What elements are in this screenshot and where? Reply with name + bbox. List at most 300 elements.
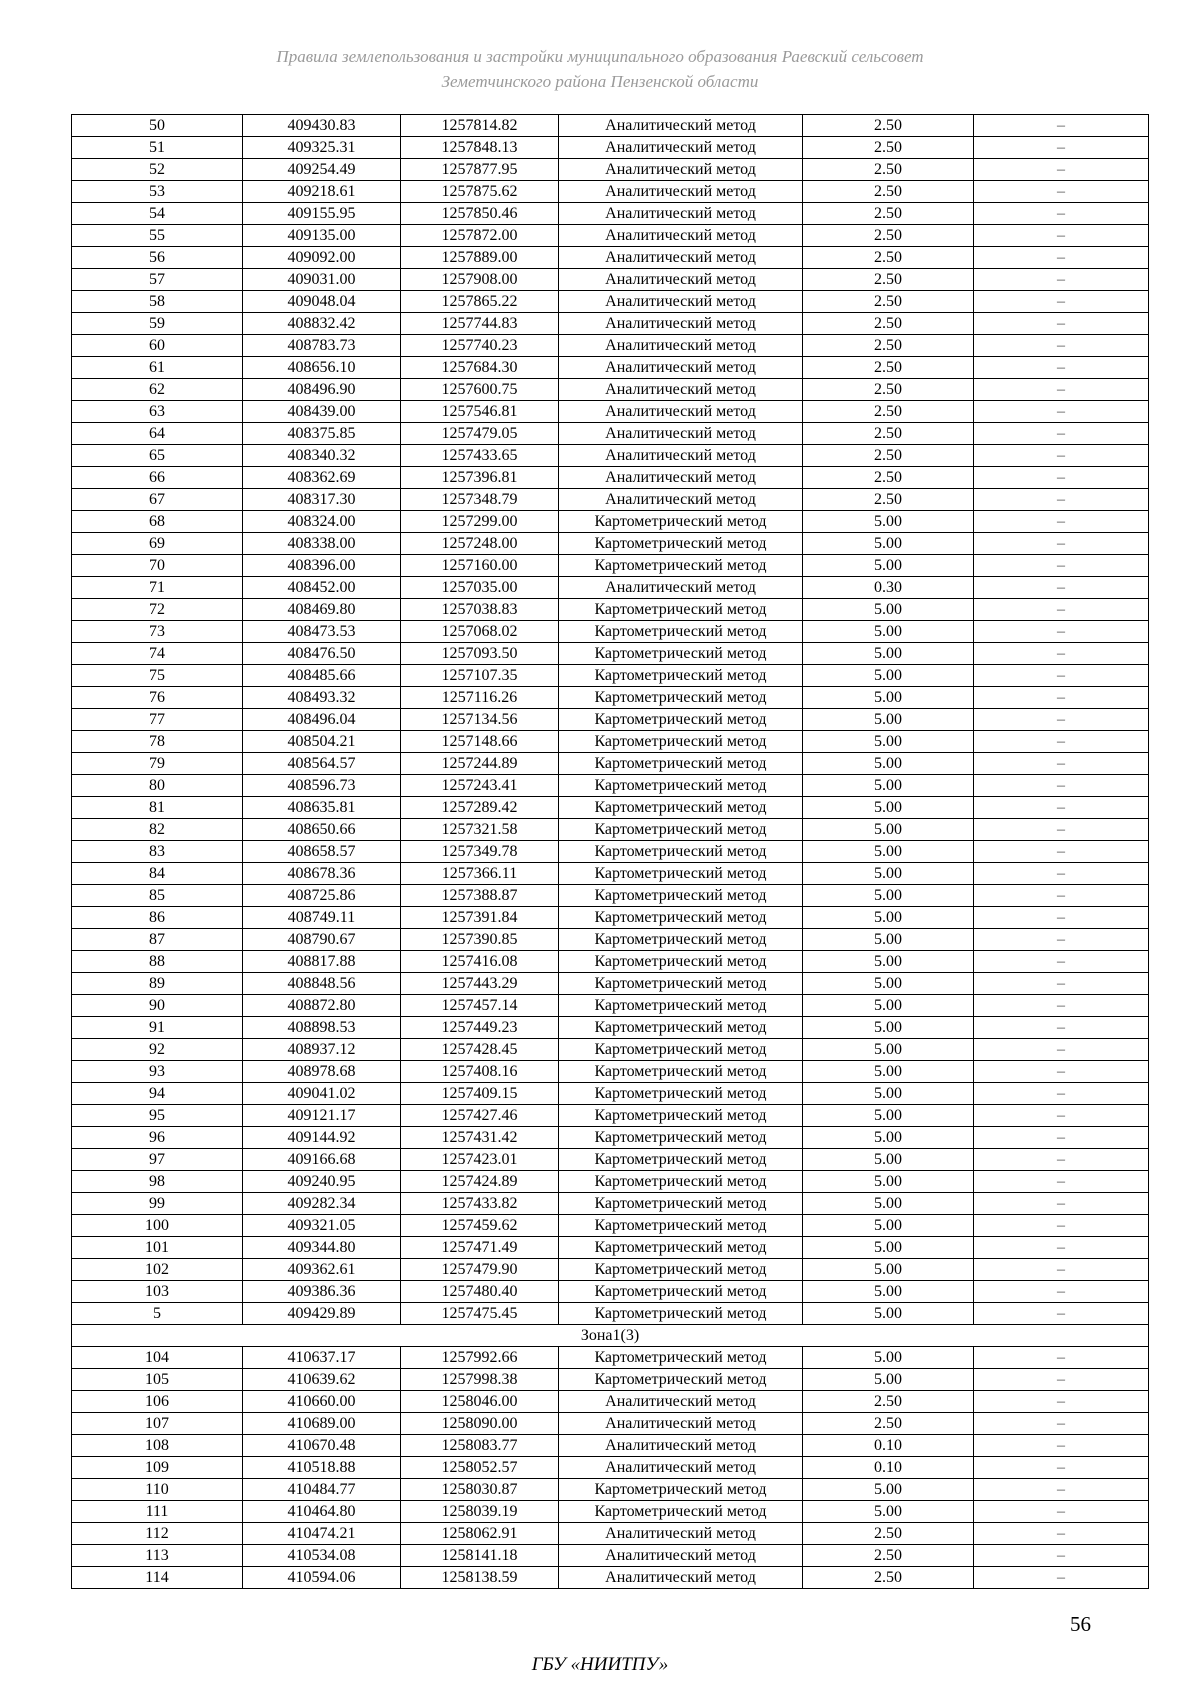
point-number-cell: 59 <box>72 313 243 335</box>
method-cell: Картометрический метод <box>559 1149 803 1171</box>
method-cell: Картометрический метод <box>559 643 803 665</box>
coordinates-table <box>71 114 1149 1589</box>
running-header-line-2: Земетчинского района Пензенской области <box>441 72 759 91</box>
y-coordinate-cell: 1258039.19 <box>401 1501 559 1523</box>
note-cell: – <box>974 489 1149 511</box>
point-number-cell: 88 <box>72 951 243 973</box>
point-number-cell: 72 <box>72 599 243 621</box>
method-cell: Аналитический метод <box>559 423 803 445</box>
note-cell: – <box>974 973 1149 995</box>
y-coordinate-cell: 1257877.95 <box>401 159 559 181</box>
note-cell: – <box>974 181 1149 203</box>
method-cell: Картометрический метод <box>559 533 803 555</box>
point-number-cell: 56 <box>72 247 243 269</box>
table-row <box>72 1193 1149 1215</box>
note-cell: – <box>974 1215 1149 1237</box>
point-number-cell: 83 <box>72 841 243 863</box>
table-row <box>72 1171 1149 1193</box>
note-cell: – <box>974 467 1149 489</box>
point-number-cell: 114 <box>72 1567 243 1589</box>
point-number-cell: 87 <box>72 929 243 951</box>
x-coordinate-cell: 408375.85 <box>243 423 401 445</box>
accuracy-cell: 2.50 <box>803 445 974 467</box>
method-cell: Аналитический метод <box>559 181 803 203</box>
note-cell: – <box>974 819 1149 841</box>
accuracy-cell: 5.00 <box>803 1149 974 1171</box>
method-cell: Аналитический метод <box>559 445 803 467</box>
x-coordinate-cell: 410518.88 <box>243 1457 401 1479</box>
table-row <box>72 1083 1149 1105</box>
method-cell: Картометрический метод <box>559 621 803 643</box>
x-coordinate-cell: 409362.61 <box>243 1259 401 1281</box>
table-row <box>72 357 1149 379</box>
table-row <box>72 313 1149 335</box>
x-coordinate-cell: 410534.08 <box>243 1545 401 1567</box>
point-number-cell: 60 <box>72 335 243 357</box>
table-row <box>72 1347 1149 1369</box>
x-coordinate-cell: 409344.80 <box>243 1237 401 1259</box>
table-row <box>72 1281 1149 1303</box>
point-number-cell: 93 <box>72 1061 243 1083</box>
x-coordinate-cell: 408439.00 <box>243 401 401 423</box>
note-cell: – <box>974 841 1149 863</box>
method-cell: Аналитический метод <box>559 1545 803 1567</box>
x-coordinate-cell: 409155.95 <box>243 203 401 225</box>
point-number-cell: 54 <box>72 203 243 225</box>
note-cell: – <box>974 1545 1149 1567</box>
table-row <box>72 225 1149 247</box>
point-number-cell: 109 <box>72 1457 243 1479</box>
x-coordinate-cell: 409135.00 <box>243 225 401 247</box>
point-number-cell: 75 <box>72 665 243 687</box>
y-coordinate-cell: 1258090.00 <box>401 1413 559 1435</box>
accuracy-cell: 5.00 <box>803 863 974 885</box>
method-cell: Картометрический метод <box>559 1083 803 1105</box>
note-cell: – <box>974 577 1149 599</box>
page-footer: ГБУ «НИИТПУ» <box>531 1654 669 1675</box>
accuracy-cell: 5.00 <box>803 621 974 643</box>
running-header <box>0 44 1200 94</box>
method-cell: Аналитический метод <box>559 159 803 181</box>
y-coordinate-cell: 1257865.22 <box>401 291 559 313</box>
y-coordinate-cell: 1257289.42 <box>401 797 559 819</box>
method-cell: Аналитический метод <box>559 137 803 159</box>
y-coordinate-cell: 1257424.89 <box>401 1171 559 1193</box>
point-number-cell: 105 <box>72 1369 243 1391</box>
method-cell: Картометрический метод <box>559 555 803 577</box>
note-cell: – <box>974 1237 1149 1259</box>
table-row <box>72 489 1149 511</box>
method-cell: Аналитический метод <box>559 1391 803 1413</box>
accuracy-cell: 2.50 <box>803 181 974 203</box>
accuracy-cell: 2.50 <box>803 401 974 423</box>
point-number-cell: 79 <box>72 753 243 775</box>
point-number-cell: 100 <box>72 1215 243 1237</box>
note-cell: – <box>974 357 1149 379</box>
accuracy-cell: 5.00 <box>803 973 974 995</box>
y-coordinate-cell: 1257349.78 <box>401 841 559 863</box>
note-cell: – <box>974 247 1149 269</box>
accuracy-cell: 5.00 <box>803 687 974 709</box>
x-coordinate-cell: 408790.67 <box>243 929 401 951</box>
method-cell: Картометрический метод <box>559 687 803 709</box>
y-coordinate-cell: 1257457.14 <box>401 995 559 1017</box>
point-number-cell: 66 <box>72 467 243 489</box>
method-cell: Аналитический метод <box>559 1567 803 1589</box>
accuracy-cell: 5.00 <box>803 1017 974 1039</box>
x-coordinate-cell: 408650.66 <box>243 819 401 841</box>
method-cell: Картометрический метод <box>559 665 803 687</box>
note-cell: – <box>974 1391 1149 1413</box>
y-coordinate-cell: 1257872.00 <box>401 225 559 247</box>
accuracy-cell: 5.00 <box>803 1127 974 1149</box>
x-coordinate-cell: 409218.61 <box>243 181 401 203</box>
x-coordinate-cell: 410464.80 <box>243 1501 401 1523</box>
y-coordinate-cell: 1257390.85 <box>401 929 559 951</box>
table-row <box>72 1061 1149 1083</box>
y-coordinate-cell: 1257431.42 <box>401 1127 559 1149</box>
method-cell: Аналитический метод <box>559 335 803 357</box>
x-coordinate-cell: 408937.12 <box>243 1039 401 1061</box>
note-cell: – <box>974 555 1149 577</box>
method-cell: Аналитический метод <box>559 489 803 511</box>
note-cell: – <box>974 731 1149 753</box>
point-number-cell: 91 <box>72 1017 243 1039</box>
point-number-cell: 61 <box>72 357 243 379</box>
point-number-cell: 58 <box>72 291 243 313</box>
note-cell: – <box>974 1149 1149 1171</box>
method-cell: Картометрический метод <box>559 775 803 797</box>
note-cell: – <box>974 1127 1149 1149</box>
y-coordinate-cell: 1257427.46 <box>401 1105 559 1127</box>
y-coordinate-cell: 1257348.79 <box>401 489 559 511</box>
accuracy-cell: 2.50 <box>803 335 974 357</box>
table-row <box>72 1105 1149 1127</box>
table-row <box>72 1149 1149 1171</box>
zone-label: Зона1(3) <box>72 1325 1149 1347</box>
point-number-cell: 95 <box>72 1105 243 1127</box>
method-cell: Картометрический метод <box>559 709 803 731</box>
y-coordinate-cell: 1257107.35 <box>401 665 559 687</box>
table-row <box>72 885 1149 907</box>
table-row <box>72 775 1149 797</box>
table-row <box>72 951 1149 973</box>
x-coordinate-cell: 408564.57 <box>243 753 401 775</box>
x-coordinate-cell: 408832.42 <box>243 313 401 335</box>
accuracy-cell: 2.50 <box>803 379 974 401</box>
y-coordinate-cell: 1258030.87 <box>401 1479 559 1501</box>
y-coordinate-cell: 1257479.05 <box>401 423 559 445</box>
accuracy-cell: 5.00 <box>803 599 974 621</box>
accuracy-cell: 2.50 <box>803 291 974 313</box>
accuracy-cell: 5.00 <box>803 1303 974 1325</box>
accuracy-cell: 2.50 <box>803 137 974 159</box>
note-cell: – <box>974 995 1149 1017</box>
accuracy-cell: 2.50 <box>803 1523 974 1545</box>
accuracy-cell: 5.00 <box>803 1501 974 1523</box>
table-row <box>72 247 1149 269</box>
accuracy-cell: 0.10 <box>803 1435 974 1457</box>
x-coordinate-cell: 410637.17 <box>243 1347 401 1369</box>
table-row <box>72 621 1149 643</box>
accuracy-cell: 5.00 <box>803 1215 974 1237</box>
point-number-cell: 98 <box>72 1171 243 1193</box>
note-cell: – <box>974 907 1149 929</box>
note-cell: – <box>974 1413 1149 1435</box>
point-number-cell: 108 <box>72 1435 243 1457</box>
method-cell: Картометрический метод <box>559 511 803 533</box>
method-cell: Аналитический метод <box>559 1413 803 1435</box>
point-number-cell: 78 <box>72 731 243 753</box>
table-row <box>72 203 1149 225</box>
x-coordinate-cell: 408848.56 <box>243 973 401 995</box>
table-row <box>72 467 1149 489</box>
y-coordinate-cell: 1257744.83 <box>401 313 559 335</box>
accuracy-cell: 2.50 <box>803 159 974 181</box>
note-cell: – <box>974 929 1149 951</box>
y-coordinate-cell: 1258141.18 <box>401 1545 559 1567</box>
accuracy-cell: 2.50 <box>803 1391 974 1413</box>
point-number-cell: 94 <box>72 1083 243 1105</box>
method-cell: Картометрический метод <box>559 1237 803 1259</box>
table-row <box>72 1567 1149 1589</box>
table-row <box>72 973 1149 995</box>
accuracy-cell: 5.00 <box>803 1347 974 1369</box>
method-cell: Картометрический метод <box>559 907 803 929</box>
note-cell: – <box>974 1083 1149 1105</box>
y-coordinate-cell: 1257068.02 <box>401 621 559 643</box>
point-number-cell: 62 <box>72 379 243 401</box>
note-cell: – <box>974 269 1149 291</box>
table-row <box>72 291 1149 313</box>
accuracy-cell: 2.50 <box>803 1413 974 1435</box>
point-number-cell: 101 <box>72 1237 243 1259</box>
point-number-cell: 103 <box>72 1281 243 1303</box>
note-cell: – <box>974 1259 1149 1281</box>
y-coordinate-cell: 1257443.29 <box>401 973 559 995</box>
y-coordinate-cell: 1257459.62 <box>401 1215 559 1237</box>
table-row <box>72 863 1149 885</box>
note-cell: – <box>974 775 1149 797</box>
point-number-cell: 71 <box>72 577 243 599</box>
table-row <box>72 1523 1149 1545</box>
note-cell: – <box>974 1567 1149 1589</box>
y-coordinate-cell: 1257243.41 <box>401 775 559 797</box>
method-cell: Картометрический метод <box>559 1039 803 1061</box>
table-row <box>72 511 1149 533</box>
note-cell: – <box>974 1039 1149 1061</box>
note-cell: – <box>974 1171 1149 1193</box>
x-coordinate-cell: 409041.02 <box>243 1083 401 1105</box>
point-number-cell: 104 <box>72 1347 243 1369</box>
accuracy-cell: 2.50 <box>803 313 974 335</box>
y-coordinate-cell: 1258138.59 <box>401 1567 559 1589</box>
y-coordinate-cell: 1257416.08 <box>401 951 559 973</box>
accuracy-cell: 5.00 <box>803 1061 974 1083</box>
note-cell: – <box>974 1347 1149 1369</box>
note-cell: – <box>974 1193 1149 1215</box>
note-cell: – <box>974 885 1149 907</box>
y-coordinate-cell: 1258062.91 <box>401 1523 559 1545</box>
point-number-cell: 70 <box>72 555 243 577</box>
x-coordinate-cell: 408476.50 <box>243 643 401 665</box>
x-coordinate-cell: 408338.00 <box>243 533 401 555</box>
method-cell: Картометрический метод <box>559 863 803 885</box>
accuracy-cell: 2.50 <box>803 225 974 247</box>
x-coordinate-cell: 409254.49 <box>243 159 401 181</box>
table-row <box>72 269 1149 291</box>
point-number-cell: 64 <box>72 423 243 445</box>
y-coordinate-cell: 1257998.38 <box>401 1369 559 1391</box>
point-number-cell: 112 <box>72 1523 243 1545</box>
method-cell: Аналитический метод <box>559 379 803 401</box>
method-cell: Картометрический метод <box>559 753 803 775</box>
method-cell: Картометрический метод <box>559 841 803 863</box>
table-row <box>72 599 1149 621</box>
method-cell: Картометрический метод <box>559 731 803 753</box>
y-coordinate-cell: 1257889.00 <box>401 247 559 269</box>
y-coordinate-cell: 1257875.62 <box>401 181 559 203</box>
note-cell: – <box>974 203 1149 225</box>
y-coordinate-cell: 1257475.45 <box>401 1303 559 1325</box>
x-coordinate-cell: 408596.73 <box>243 775 401 797</box>
x-coordinate-cell: 409321.05 <box>243 1215 401 1237</box>
x-coordinate-cell: 409282.34 <box>243 1193 401 1215</box>
table-row <box>72 379 1149 401</box>
accuracy-cell: 5.00 <box>803 709 974 731</box>
y-coordinate-cell: 1257134.56 <box>401 709 559 731</box>
x-coordinate-cell: 409092.00 <box>243 247 401 269</box>
note-cell: – <box>974 1523 1149 1545</box>
method-cell: Аналитический метод <box>559 115 803 137</box>
y-coordinate-cell: 1257148.66 <box>401 731 559 753</box>
point-number-cell: 96 <box>72 1127 243 1149</box>
table-row <box>72 533 1149 555</box>
note-cell: – <box>974 753 1149 775</box>
table-row <box>72 731 1149 753</box>
point-number-cell: 63 <box>72 401 243 423</box>
x-coordinate-cell: 410689.00 <box>243 1413 401 1435</box>
y-coordinate-cell: 1257423.01 <box>401 1149 559 1171</box>
x-coordinate-cell: 408635.81 <box>243 797 401 819</box>
x-coordinate-cell: 409429.89 <box>243 1303 401 1325</box>
method-cell: Картометрический метод <box>559 951 803 973</box>
accuracy-cell: 5.00 <box>803 643 974 665</box>
method-cell: Картометрический метод <box>559 1369 803 1391</box>
y-coordinate-cell: 1258052.57 <box>401 1457 559 1479</box>
note-cell: – <box>974 1105 1149 1127</box>
note-cell: – <box>974 335 1149 357</box>
x-coordinate-cell: 410670.48 <box>243 1435 401 1457</box>
table-row <box>72 665 1149 687</box>
x-coordinate-cell: 408898.53 <box>243 1017 401 1039</box>
method-cell: Аналитический метод <box>559 1523 803 1545</box>
table-row <box>72 159 1149 181</box>
accuracy-cell: 5.00 <box>803 665 974 687</box>
accuracy-cell: 5.00 <box>803 1193 974 1215</box>
x-coordinate-cell: 408656.10 <box>243 357 401 379</box>
method-cell: Картометрический метод <box>559 1215 803 1237</box>
accuracy-cell: 2.50 <box>803 269 974 291</box>
x-coordinate-cell: 408473.53 <box>243 621 401 643</box>
accuracy-cell: 5.00 <box>803 819 974 841</box>
y-coordinate-cell: 1257449.23 <box>401 1017 559 1039</box>
point-number-cell: 106 <box>72 1391 243 1413</box>
x-coordinate-cell: 408396.00 <box>243 555 401 577</box>
y-coordinate-cell: 1257479.90 <box>401 1259 559 1281</box>
point-number-cell: 81 <box>72 797 243 819</box>
point-number-cell: 85 <box>72 885 243 907</box>
y-coordinate-cell: 1257116.26 <box>401 687 559 709</box>
zone-header-row <box>72 1325 1149 1347</box>
method-cell: Картометрический метод <box>559 1347 803 1369</box>
note-cell: – <box>974 709 1149 731</box>
point-number-cell: 74 <box>72 643 243 665</box>
table-row <box>72 1039 1149 1061</box>
point-number-cell: 51 <box>72 137 243 159</box>
table-row <box>72 1413 1149 1435</box>
method-cell: Картометрический метод <box>559 1193 803 1215</box>
point-number-cell: 99 <box>72 1193 243 1215</box>
point-number-cell: 89 <box>72 973 243 995</box>
table-row <box>72 423 1149 445</box>
x-coordinate-cell: 409121.17 <box>243 1105 401 1127</box>
y-coordinate-cell: 1257388.87 <box>401 885 559 907</box>
table-row <box>72 115 1149 137</box>
accuracy-cell: 2.50 <box>803 1545 974 1567</box>
running-header-line-1: Правила землепользования и застройки муниципального образования Раевский сельсовет <box>276 47 924 66</box>
x-coordinate-cell: 409144.92 <box>243 1127 401 1149</box>
y-coordinate-cell: 1257038.83 <box>401 599 559 621</box>
table-row <box>72 1545 1149 1567</box>
point-number-cell: 86 <box>72 907 243 929</box>
method-cell: Аналитический метод <box>559 1457 803 1479</box>
method-cell: Картометрический метод <box>559 929 803 951</box>
y-coordinate-cell: 1257814.82 <box>401 115 559 137</box>
accuracy-cell: 5.00 <box>803 1171 974 1193</box>
x-coordinate-cell: 410484.77 <box>243 1479 401 1501</box>
point-number-cell: 97 <box>72 1149 243 1171</box>
table-row <box>72 1017 1149 1039</box>
x-coordinate-cell: 408504.21 <box>243 731 401 753</box>
note-cell: – <box>974 665 1149 687</box>
method-cell: Аналитический метод <box>559 225 803 247</box>
y-coordinate-cell: 1257850.46 <box>401 203 559 225</box>
note-cell: – <box>974 687 1149 709</box>
note-cell: – <box>974 137 1149 159</box>
y-coordinate-cell: 1257093.50 <box>401 643 559 665</box>
y-coordinate-cell: 1257321.58 <box>401 819 559 841</box>
table-row <box>72 1303 1149 1325</box>
accuracy-cell: 2.50 <box>803 423 974 445</box>
table-row <box>72 1457 1149 1479</box>
note-cell: – <box>974 225 1149 247</box>
table-row <box>72 181 1149 203</box>
accuracy-cell: 5.00 <box>803 1083 974 1105</box>
point-number-cell: 57 <box>72 269 243 291</box>
x-coordinate-cell: 410660.00 <box>243 1391 401 1413</box>
table-row <box>72 555 1149 577</box>
note-cell: – <box>974 115 1149 137</box>
x-coordinate-cell: 408872.80 <box>243 995 401 1017</box>
method-cell: Картометрический метод <box>559 885 803 907</box>
x-coordinate-cell: 408493.32 <box>243 687 401 709</box>
accuracy-cell: 5.00 <box>803 731 974 753</box>
accuracy-cell: 5.00 <box>803 1237 974 1259</box>
y-coordinate-cell: 1257248.00 <box>401 533 559 555</box>
method-cell: Картометрический метод <box>559 797 803 819</box>
y-coordinate-cell: 1257396.81 <box>401 467 559 489</box>
